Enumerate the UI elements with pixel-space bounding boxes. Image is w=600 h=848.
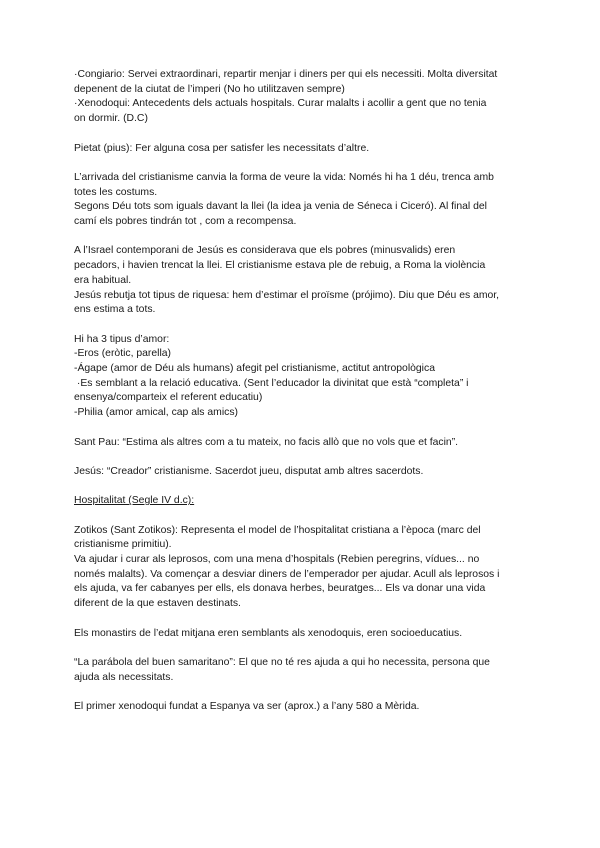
text-line: depenent de la ciutat de l’imperi (No ho utilitzaven sempre) bbox=[74, 83, 345, 95]
text-line: Pietat (pius): Fer alguna cosa per satisfer les necessitats d’altre. bbox=[74, 142, 370, 154]
text-line: Hi ha 3 tipus d’amor: bbox=[74, 333, 170, 345]
text-line: Sant Pau: “Estima als altres com a tu mateix, no facis allò que no vols que et facin”. bbox=[74, 436, 459, 448]
text-line: A l’Israel contemporani de Jesús es considerava que els pobres (minusvalids) eren bbox=[74, 245, 456, 257]
text-line: només malalts). Va començar a desviar diners de l’emperador per ajudar. Acull als leprosos i bbox=[74, 568, 500, 580]
document-page bbox=[74, 68, 554, 729]
text-line: totes les costums. bbox=[74, 186, 158, 198]
paragraph-samaritano bbox=[74, 656, 554, 685]
text-line: ·Congiario: Servei extraordinari, repartir menjar i diners per qui els necessiti. Molta diversitat bbox=[74, 69, 498, 80]
list-item: ensenya/comparteix el referent educatiu) bbox=[74, 392, 263, 404]
text-line: diferent de la que estaven destinats. bbox=[74, 598, 241, 610]
text-line: cristianisme primitiu). bbox=[74, 539, 172, 551]
text-line: “La parábola del buen samaritano”: El que no té res ajuda a qui ho necessita, persona que bbox=[74, 656, 490, 668]
text-line: era habitual. bbox=[74, 274, 132, 286]
text-line: ·Xenodoqui: Antecedents dels actuals hospitals. Curar malalts i acollir a gent que no tenia bbox=[74, 98, 487, 110]
text-line: camí els pobres tindrán tot , com a recompensa. bbox=[74, 216, 297, 227]
paragraph-zotikos bbox=[74, 524, 554, 612]
text-line: ajuda als necessitats. bbox=[74, 671, 174, 683]
paragraph-monastirs bbox=[74, 627, 554, 642]
paragraph-sant-pau bbox=[74, 436, 554, 451]
section-heading: Hospitalitat (Segle IV d.c): bbox=[74, 495, 195, 507]
paragraph-pietat bbox=[74, 142, 554, 157]
paragraph-jesus-creador bbox=[74, 465, 554, 480]
paragraph-israel-jesus bbox=[74, 244, 554, 318]
section-heading-hospitalitat bbox=[74, 494, 554, 509]
text-line: Els monastirs de l’edat mitjana eren semblants als xenodoquis, eren socioeducatius. bbox=[74, 627, 463, 639]
text-line: Zotikos (Sant Zotikos): Representa el model de l’hospitalitat cristiana a l’època (marc del bbox=[74, 524, 481, 536]
text-line: on dormir. (D.C) bbox=[74, 113, 148, 125]
text-line: El primer xenodoqui fundat a Espanya va ser (aprox.) a l’any 580 a Mèrida. bbox=[74, 701, 420, 713]
paragraph-primer-xenodoqui bbox=[74, 700, 554, 715]
list-item: -Philia (amor amical, cap als amics) bbox=[74, 407, 238, 419]
text-line: Segons Déu tots som iguals davant la llei (la idea ja venia de Séneca i Ciceró). Al final del bbox=[74, 201, 487, 213]
text-line: pecadors, i havien trencat la llei. El cristianisme estava ple de rebuig, a Roma la violència bbox=[74, 260, 486, 272]
text-line: els ajuda, va fer cabanyes per ells, els donava herbes, beuratges... Els va donar una vida bbox=[74, 583, 486, 595]
text-line: Va ajudar i curar als leprosos, com una mena d’hospitals (Rebien peregrins, vídues... no bbox=[74, 554, 480, 566]
paragraph-congiario-xenodoqui bbox=[74, 68, 554, 127]
text-line: Jesús rebutja tot tipus de riquesa: hem d’estimar el proïsme (prójimo). Diu que Déu es amor, bbox=[74, 289, 500, 301]
list-item: ·Es semblant a la relació educativa. (Sent l’educador la divinitat que està “completa” i bbox=[74, 377, 469, 389]
text-line: Jesús: “Creador” cristianisme. Sacerdot jueu, disputat amb altres sacerdots. bbox=[74, 465, 424, 477]
paragraph-cristianisme bbox=[74, 171, 554, 230]
text-line: L’arrivada del cristianisme canvia la forma de veure la vida: Només hi ha 1 déu, trenca amb bbox=[74, 171, 494, 183]
list-item: -Eros (eròtic, parella) bbox=[74, 348, 172, 360]
text-line: ens estima a tots. bbox=[74, 304, 156, 316]
list-item: -Ágape (amor de Déu als humans) afegit pel cristianisme, actitut antropològica bbox=[74, 363, 435, 374]
paragraph-tipus-amor bbox=[74, 333, 554, 421]
